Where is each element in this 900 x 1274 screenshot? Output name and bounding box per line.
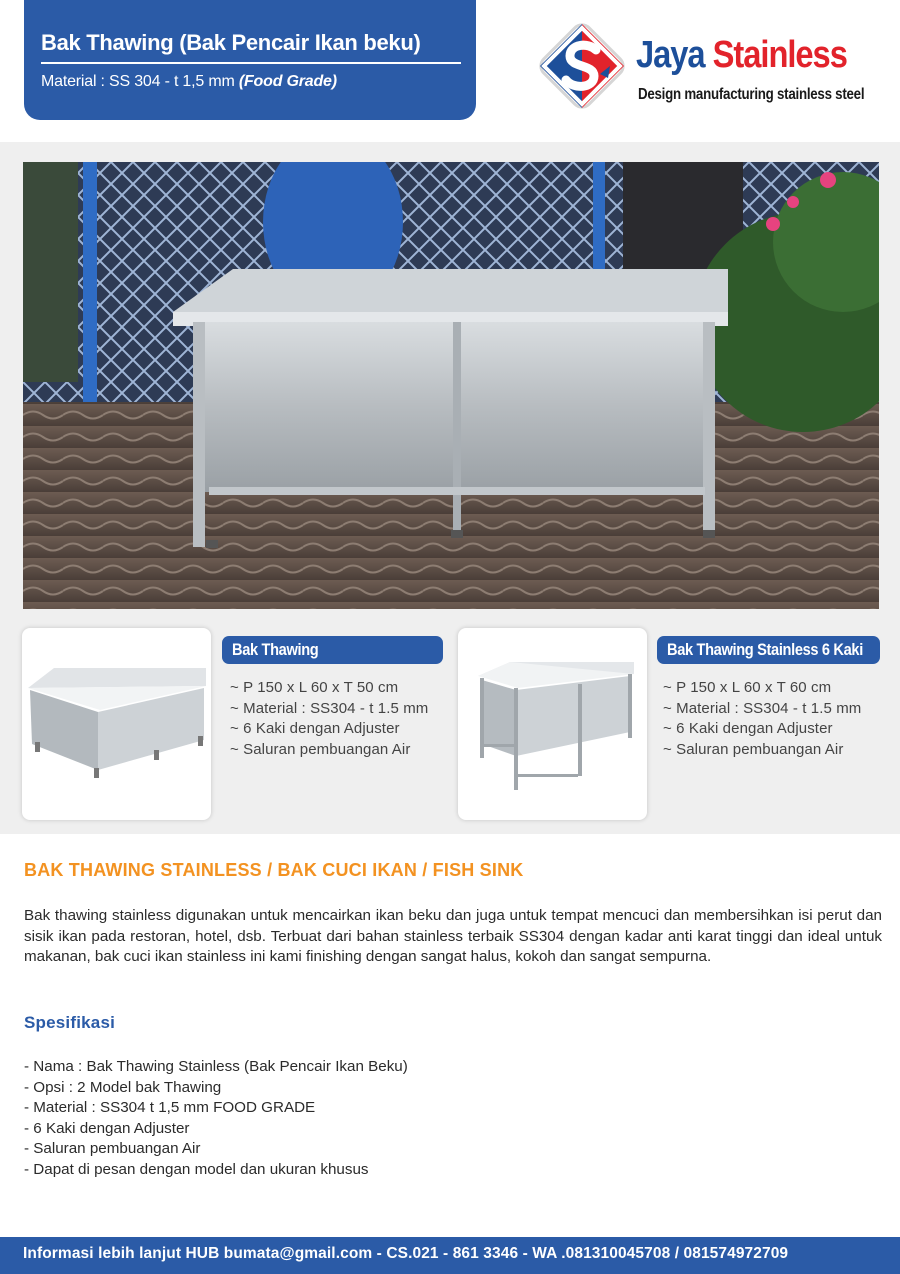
spec-list-item: - 6 Kaki dengan Adjuster <box>24 1119 190 1137</box>
brand-logo <box>530 14 890 120</box>
product-card-bak-thawing <box>22 628 211 820</box>
spec-list-item: - Saluran pembuangan Air <box>24 1140 201 1157</box>
product-spec-list-2 <box>663 678 861 760</box>
logo-diamond-icon <box>530 14 634 118</box>
spec-list-item: - Dapat di pesan dengan model dan ukuran khusus <box>24 1160 369 1178</box>
spec-section-title: Spesifikasi <box>24 1013 116 1032</box>
spec-list-item: - Opsi : 2 Model bak Thawing <box>24 1078 222 1096</box>
spec-item: ~ Material : SS304 - t 1.5 mm <box>663 699 862 717</box>
food-grade-label: (Food Grade) <box>238 73 337 90</box>
brand-tagline: Design manufacturing stainless steel <box>638 86 865 103</box>
spec-list-item: - Material : SS304 t 1,5 mm FOOD GRADE <box>24 1099 316 1116</box>
spec-item: ~ Material : SS304 - t 1.5 mm <box>230 699 429 717</box>
spec-item: ~ Saluran pembuangan Air <box>230 740 411 758</box>
product-label-bak-thawing-6-kaki <box>657 636 880 664</box>
contact-footer: Informasi lebih lanjut HUB bumata@gmail.com - CS.021 - 861 3346 - WA .081310045708 / 081574972709 <box>0 1237 900 1274</box>
product-image-bak-thawing-6-kaki <box>458 628 647 820</box>
material-text: Material : SS 304 - t 1,5 mm <box>41 73 235 90</box>
header-title-box <box>24 0 476 120</box>
article-heading: BAK THAWING STAINLESS / BAK CUCI IKAN / FISH SINK <box>24 860 524 880</box>
article-paragraph: Bak thawing stainless digunakan untuk mencairkan ikan beku dan juga untuk tempat mencuci dan membersihkan isi perut dan sisik ikan pada restoran, hotel, dsb. Terbuat dari bahan stainless terbaik SS304 dengan kadar anti karat tinggi dan ideal untuk makanan, bak cuci ikan stainless ini kami finishing dengan sangat halus, kokoh dan sangat sempurna. <box>24 907 882 965</box>
material-subtitle <box>41 73 476 91</box>
product-label-text: Bak Thawing <box>232 640 319 659</box>
main-product-photo <box>23 162 879 609</box>
spec-item: ~ 6 Kaki dengan Adjuster <box>663 720 833 737</box>
product-label-bak-thawing <box>222 636 443 664</box>
spec-item: ~ 6 Kaki dengan Adjuster <box>230 720 400 737</box>
product-image-bak-thawing <box>22 628 211 820</box>
brand-name-jaya: Jaya <box>636 34 705 76</box>
spec-item: ~ P 150 x L 60 x T 60 cm <box>663 679 832 696</box>
brand-name <box>636 34 847 77</box>
product-label-text: Bak Thawing Stainless 6 Kaki <box>667 640 863 659</box>
spec-item: ~ Saluran pembuangan Air <box>663 740 844 758</box>
product-card-bak-thawing-6-kaki <box>458 628 647 820</box>
spec-list-item: - Nama : Bak Thawing Stainless (Bak Pencair Ikan Beku) <box>24 1058 408 1075</box>
page-title: Bak Thawing (Bak Pencair Ikan beku) <box>41 30 461 64</box>
spec-section-list <box>24 1057 408 1180</box>
spec-item: ~ P 150 x L 60 x T 50 cm <box>230 679 399 696</box>
photo-illustration <box>23 162 879 609</box>
brand-name-stainless: Stainless <box>712 34 847 76</box>
product-spec-list-1 <box>230 678 428 760</box>
